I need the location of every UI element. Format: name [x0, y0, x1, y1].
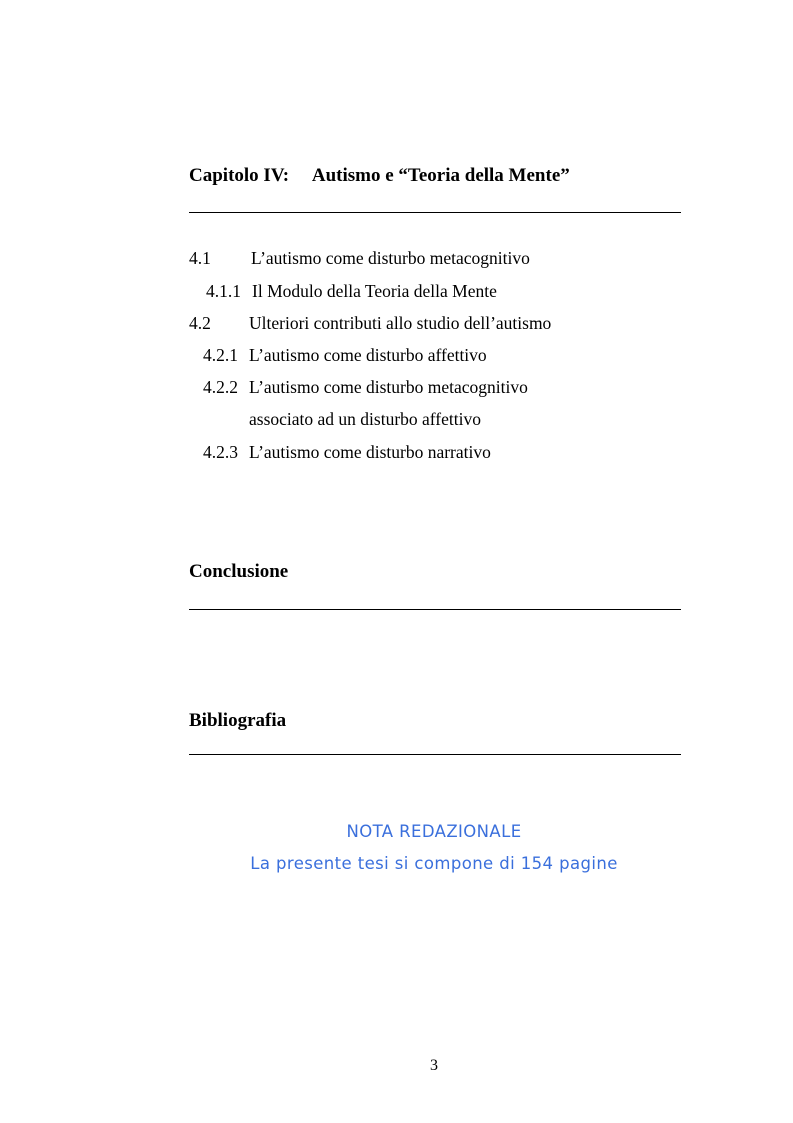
conclusion-heading: Conclusione [189, 561, 289, 582]
editorial-note-title: NOTA REDAZIONALE [346, 822, 522, 841]
toc-text: L’autismo come disturbo affettivo [249, 345, 487, 365]
toc-entry-continuation [249, 409, 481, 429]
toc-entry-4-2-1 [203, 345, 487, 365]
toc-number: 4.2.2 [203, 377, 238, 397]
toc-text: L’autismo come disturbo metacognitivo [249, 377, 528, 397]
toc-text: associato ad un disturbo affettivo [249, 409, 481, 429]
toc-entry-4-2 [189, 313, 551, 333]
toc-entry-4-2-2 [203, 377, 528, 397]
toc-number: 4.1 [189, 248, 211, 268]
chapter-title: Autismo e “Teoria della Mente” [311, 165, 570, 186]
conclusion-divider [189, 609, 681, 610]
bibliography-heading: Bibliografia [189, 710, 287, 731]
chapter-heading [189, 165, 570, 187]
chapter-label: Capitolo IV: [189, 165, 290, 186]
toc-number: 4.2.3 [203, 442, 238, 462]
toc-number: 4.2.1 [203, 345, 238, 365]
editorial-note-text: La presente tesi si compone di 154 pagine [250, 854, 618, 873]
chapter-divider [189, 212, 681, 213]
toc-number: 4.2 [189, 313, 211, 333]
toc-entry-4-2-3 [203, 442, 491, 462]
toc-text: Il Modulo della Teoria della Mente [252, 281, 497, 301]
toc-text: Ulteriori contributi allo studio dell’autismo [249, 313, 552, 333]
page-number: 3 [430, 1057, 438, 1074]
toc-text: L’autismo come disturbo metacognitivo [251, 248, 530, 268]
toc-entry-4-1 [189, 248, 530, 268]
toc-number: 4.1.1 [206, 281, 241, 301]
bibliography-divider [189, 754, 681, 755]
toc-text: L’autismo come disturbo narrativo [249, 442, 491, 462]
toc-entry-4-1-1 [206, 281, 497, 301]
